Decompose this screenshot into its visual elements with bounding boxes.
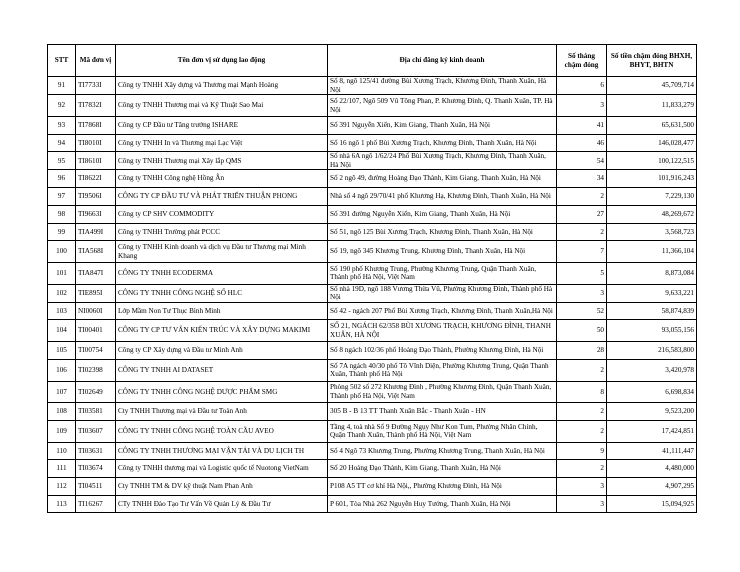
row-months-late: 50 (557, 320, 607, 342)
row-business-address: Số 19, ngõ 345 Khương Trung, Khương Đình, Thanh Xuân, Hà Nội (328, 241, 557, 263)
row-amount-late: 216,583,800 (607, 342, 697, 360)
row-employer-name: Công ty TNHH Xây dựng và Thương mại Mạnh Hoàng (116, 77, 328, 95)
row-unit-code: TI03674 (76, 460, 116, 478)
table-row (48, 342, 697, 360)
row-months-late: 7 (557, 241, 607, 263)
table-body (48, 77, 697, 513)
table-row (48, 460, 697, 478)
row-unit-code: TI04511 (76, 477, 116, 495)
row-business-address: Số 391 Nguyễn Xiển, Kim Giang, Thanh Xuân, Hà Nội (328, 116, 557, 134)
row-business-address: Tầng 4, toà nhà Số 9 Đường Ngụy Như Kon Tum, Phường Nhân Chính, Quận Thanh Xuân, Thành phố Hà Nội, Việt Nam (328, 420, 557, 442)
row-unit-code: TI9663I (76, 205, 116, 223)
row-business-address: Phòng 502 số 272 Khương Đình , Phường Khương Đình, Quận Thanh Xuân, Thành phố Hà Nội, Việt Nam (328, 381, 557, 403)
row-employer-name: Công ty CP Xây dựng và Đầu tư Minh Anh (116, 342, 328, 360)
row-unit-code: TI7733I (76, 77, 116, 95)
row-employer-name: Công ty TNHH In và Thương mại Lạc Việt (116, 134, 328, 152)
table-row (48, 116, 697, 134)
arrears-table (47, 44, 697, 513)
table-header (48, 45, 697, 77)
row-business-address: P 601, Tòa Nhà 262 Nguyễn Huy Tưởng, Thanh Xuân, Hà Nội (328, 495, 557, 513)
header-employer-name: Tên đơn vị sử dụng lao động (116, 45, 328, 77)
row-amount-late: 3,568,723 (607, 223, 697, 241)
row-amount-late: 17,424,851 (607, 420, 697, 442)
row-months-late: 52 (557, 302, 607, 320)
row-stt: 104 (48, 320, 76, 342)
row-employer-name: CÔNG TY TNHH CÔNG NGHỆ SỐ HLC (116, 284, 328, 302)
row-employer-name: CÔNG TY TNHH ECODERMA (116, 262, 328, 284)
row-months-late: 3 (557, 95, 607, 117)
row-months-late: 41 (557, 116, 607, 134)
row-business-address: Số 16 ngõ 1 phố Bùi Xương Trạch, Khương Đình, Thanh Xuân, Hà Nội (328, 134, 557, 152)
row-amount-late: 8,873,084 (607, 262, 697, 284)
row-stt: 111 (48, 460, 76, 478)
row-unit-code: TI7832I (76, 95, 116, 117)
table-row (48, 262, 697, 284)
row-employer-name: CÔNG TY TNHH THƯƠNG MẠI VẬN TẢI VÀ DU LỊCH TH (116, 442, 328, 460)
row-unit-code: TI03581 (76, 403, 116, 421)
table-row (48, 284, 697, 302)
row-months-late: 2 (557, 403, 607, 421)
row-unit-code: TI00754 (76, 342, 116, 360)
row-employer-name: Công ty TNHH Thương mại Xây lắp QMS (116, 152, 328, 170)
row-stt: 109 (48, 420, 76, 442)
header-stt: STT (48, 45, 76, 77)
header-amount-late: Số tiền chậm đóng BHXH, BHYT, BHTN (607, 45, 697, 77)
row-unit-code: TIA847I (76, 262, 116, 284)
table-row (48, 188, 697, 206)
row-stt: 106 (48, 359, 76, 381)
row-unit-code: TI8010I (76, 134, 116, 152)
table-row (48, 205, 697, 223)
table-row (48, 302, 697, 320)
row-stt: 99 (48, 223, 76, 241)
row-amount-late: 58,874,839 (607, 302, 697, 320)
row-amount-late: 9,523,200 (607, 403, 697, 421)
row-employer-name: CÔNG TY CP TƯ VẤN KIẾN TRÚC VÀ XÂY DỰNG MAKIMI (116, 320, 328, 342)
row-amount-late: 6,698,834 (607, 381, 697, 403)
row-employer-name: CÔNG TY CP ĐẦU TƯ VÀ PHÁT TRIỂN THUẬN PHONG (116, 188, 328, 206)
row-amount-late: 93,055,156 (607, 320, 697, 342)
row-stt: 101 (48, 262, 76, 284)
header-months-late: Số tháng chậm đóng (557, 45, 607, 77)
row-employer-name: Công ty TNHH Thương mại và Kỹ Thuật Sao Mai (116, 95, 328, 117)
row-employer-name: Công ty CP Đầu tư Tăng trưởng ISHARE (116, 116, 328, 134)
row-business-address: P108 A5 TT cơ khí Hà Nội,, Phường Khương Đình, Hà Nội (328, 477, 557, 495)
row-employer-name: CTy TNHH Đào Tạo Tư Vấn Về Quản Lý & Đầu Tư (116, 495, 328, 513)
row-stt: 98 (48, 205, 76, 223)
row-unit-code: TI8622I (76, 170, 116, 188)
row-unit-code: TI02649 (76, 381, 116, 403)
row-amount-late: 3,420,978 (607, 359, 697, 381)
row-employer-name: Công ty TNHH Kinh doanh và dịch vụ Đầu tư Thương mại Minh Khang (116, 241, 328, 263)
table-row (48, 381, 697, 403)
header-business-address: Địa chỉ đăng ký kinh doanh (328, 45, 557, 77)
row-business-address: Số 7A ngách 40/30 phố Tô Vĩnh Diện, Phường Khương Trung, Quận Thanh Xuân, Thành phố Hà Nội (328, 359, 557, 381)
row-stt: 93 (48, 116, 76, 134)
row-stt: 103 (48, 302, 76, 320)
table-row (48, 170, 697, 188)
row-unit-code: TI7868I (76, 116, 116, 134)
row-stt: 92 (48, 95, 76, 117)
row-amount-late: 100,122,515 (607, 152, 697, 170)
row-employer-name: Lớp Mầm Non Tư Thục Bình Minh (116, 302, 328, 320)
row-amount-late: 48,269,672 (607, 205, 697, 223)
row-stt: 107 (48, 381, 76, 403)
row-business-address: Số 8 ngách 102/36 phố Hoàng Đạo Thành, Phường Khương Đình, Hà Nội (328, 342, 557, 360)
row-amount-late: 101,916,243 (607, 170, 697, 188)
row-business-address: Số 2 ngõ 49, đường Hoàng Đạo Thành, Kim Giang, Thanh Xuân, Hà Nội (328, 170, 557, 188)
row-stt: 94 (48, 134, 76, 152)
row-amount-late: 4,907,295 (607, 477, 697, 495)
row-business-address: Số 20 Hoàng Đạo Thành, Kim Giang, Thanh Xuân, Hà Nội (328, 460, 557, 478)
row-stt: 91 (48, 77, 76, 95)
row-stt: 105 (48, 342, 76, 360)
row-employer-name: Công ty CP SHV COMMODITY (116, 205, 328, 223)
row-unit-code: TI02398 (76, 359, 116, 381)
row-months-late: 46 (557, 134, 607, 152)
table-row (48, 134, 697, 152)
row-amount-late: 45,709,714 (607, 77, 697, 95)
row-months-late: 3 (557, 284, 607, 302)
row-unit-code: TI16267 (76, 495, 116, 513)
row-unit-code: TI03607 (76, 420, 116, 442)
row-amount-late: 9,633,221 (607, 284, 697, 302)
row-business-address: Số 4 Ngõ 73 Khương Trung, Phường Khương Trung, Thanh Xuân, Hà Nội (328, 442, 557, 460)
table-row (48, 77, 697, 95)
row-stt: 113 (48, 495, 76, 513)
row-stt: 108 (48, 403, 76, 421)
header-unit-code: Mã đơn vị (76, 45, 116, 77)
row-business-address: 305 B - B 13 TT Thanh Xuân Bắc - Thanh Xuân - HN (328, 403, 557, 421)
row-amount-late: 7,229,130 (607, 188, 697, 206)
row-employer-name: Cty TNHH TM & DV kỹ thuật Nam Phan Anh (116, 477, 328, 495)
row-stt: 100 (48, 241, 76, 263)
row-employer-name: CÔNG TY TNHH CÔNG NGHỆ TOÀN CẦU AVEO (116, 420, 328, 442)
row-amount-late: 15,094,925 (607, 495, 697, 513)
row-amount-late: 146,028,477 (607, 134, 697, 152)
table-row (48, 152, 697, 170)
row-stt: 102 (48, 284, 76, 302)
row-months-late: 2 (557, 359, 607, 381)
row-stt: 97 (48, 188, 76, 206)
table-row (48, 359, 697, 381)
row-months-late: 2 (557, 460, 607, 478)
row-months-late: 3 (557, 495, 607, 513)
row-stt: 95 (48, 152, 76, 170)
row-employer-name: Công ty TNHH thương mại và Logistic quốc tế Nuotong VietNam (116, 460, 328, 478)
table-row (48, 442, 697, 460)
row-employer-name: Công ty TNHH Công nghệ Hồng Ân (116, 170, 328, 188)
row-business-address: Số 391 đường Nguyễn Xiển, Kim Giang, Thanh Xuân, Hà Nội (328, 205, 557, 223)
row-stt: 112 (48, 477, 76, 495)
row-months-late: 8 (557, 381, 607, 403)
table-row (48, 320, 697, 342)
table-row (48, 403, 697, 421)
row-stt: 96 (48, 170, 76, 188)
row-business-address: Số nhà 19D, ngõ 188 Vương Thừa Vũ, Phường Khương Đình, Thành phố Hà Nội (328, 284, 557, 302)
row-business-address: Nhà số 4 ngõ 29/70/41 phố Khương Hạ, Khương Đình, Thanh Xuân, Hà Nội (328, 188, 557, 206)
table-row (48, 420, 697, 442)
row-stt: 110 (48, 442, 76, 460)
row-amount-late: 11,366,104 (607, 241, 697, 263)
table-row (48, 477, 697, 495)
row-months-late: 5 (557, 262, 607, 284)
row-amount-late: 4,480,000 (607, 460, 697, 478)
row-business-address: Số 8, ngõ 125/41 đường Bùi Xương Trạch, Khương Đình, Thanh Xuân, Hà Nội (328, 77, 557, 95)
row-unit-code: NI0060I (76, 302, 116, 320)
row-months-late: 54 (557, 152, 607, 170)
row-months-late: 27 (557, 205, 607, 223)
row-amount-late: 65,631,500 (607, 116, 697, 134)
row-months-late: 3 (557, 477, 607, 495)
row-unit-code: TIA568I (76, 241, 116, 263)
table-row (48, 223, 697, 241)
row-amount-late: 11,833,279 (607, 95, 697, 117)
row-months-late: 2 (557, 188, 607, 206)
row-unit-code: TI03631 (76, 442, 116, 460)
row-employer-name: CÔNG TY TNHH CÔNG NGHỆ DƯỢC PHẨM SMG (116, 381, 328, 403)
row-business-address: Số 51, ngõ 125 Bùi Xương Trạch, Khương Đình, Thanh Xuân, Hà Nội (328, 223, 557, 241)
row-business-address: Số 22/107, Ngõ 509 Vũ Tông Phan, P. Khương Đình, Q. Thanh Xuân, TP. Hà Nội (328, 95, 557, 117)
row-business-address: Số nhà 6A ngõ 1/62/24 Phố Bùi Xương Trạch, Khương Đình, Thanh Xuân, Hà Nội (328, 152, 557, 170)
row-unit-code: TI9506I (76, 188, 116, 206)
row-business-address: Số 190 phố Khương Trung, Phường Khương Trung, Quận Thanh Xuân, Thành phố Hà Nội, Việt Nam (328, 262, 557, 284)
row-months-late: 2 (557, 420, 607, 442)
row-months-late: 34 (557, 170, 607, 188)
table-row (48, 95, 697, 117)
row-months-late: 6 (557, 77, 607, 95)
row-employer-name: Cty TNHH Thương mại và Đầu tư Toàn Anh (116, 403, 328, 421)
row-months-late: 9 (557, 442, 607, 460)
table-row (48, 241, 697, 263)
row-months-late: 28 (557, 342, 607, 360)
row-employer-name: Công ty TNHH Trường phát PCCC (116, 223, 328, 241)
row-unit-code: TIE895I (76, 284, 116, 302)
row-unit-code: TI00401 (76, 320, 116, 342)
row-amount-late: 41,111,447 (607, 442, 697, 460)
row-business-address: SỐ 21, NGÁCH 62/358 BÙI XƯƠNG TRẠCH, KHƯƠNG ĐÌNH, THANH XUÂN, HÀ NỘI (328, 320, 557, 342)
row-employer-name: CÔNG TY TNHH AI DATASET (116, 359, 328, 381)
row-unit-code: TI8610I (76, 152, 116, 170)
row-unit-code: TIA499I (76, 223, 116, 241)
table-row (48, 495, 697, 513)
row-business-address: Số 42 - ngách 207 Phố Bùi Xương Trạch, Khương Đình, Thanh Xuân,Hà Nội (328, 302, 557, 320)
row-months-late: 2 (557, 223, 607, 241)
